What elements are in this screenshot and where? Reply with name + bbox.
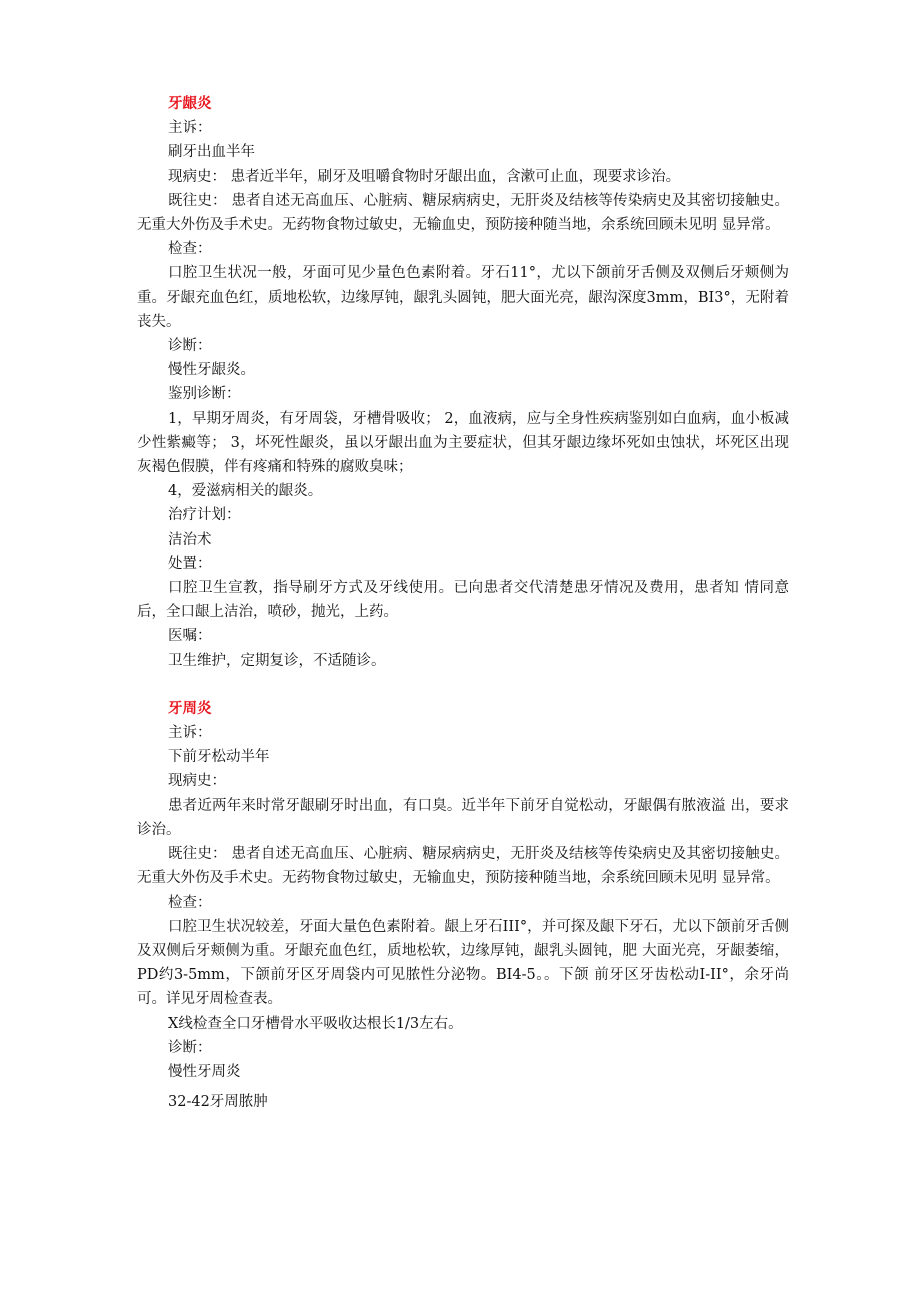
section-spacer — [137, 673, 789, 697]
chief-complaint-label: 主诉： — [168, 725, 212, 742]
procedure-label: 处置： — [168, 555, 212, 572]
diagnosis-text: 慢性牙周炎 — [168, 1063, 241, 1080]
present-illness-paragraph: 患者近两年来时常牙龈刷牙时出血，有口臭。近半年下前牙自觉松动，牙龈偶有脓液溢 出，要求诊治。 — [137, 797, 789, 838]
present-illness-label: 现病史： — [168, 773, 226, 790]
treatment-plan-text: 洁治术 — [168, 531, 212, 548]
diagnosis-label: 诊断： — [168, 1039, 212, 1056]
treatment-plan-label: 治疗计划： — [168, 507, 241, 524]
diagnosis-label: 诊断： — [168, 338, 212, 355]
differential-diagnosis-item: 4，爱滋病相关的龈炎。 — [168, 483, 323, 500]
examination-label: 检查： — [168, 894, 212, 911]
chief-complaint-text: 下前牙松动半年 — [168, 749, 270, 766]
diagnosis-detail: 32-42牙周脓肿 — [168, 1094, 268, 1111]
doctor-advice-label: 医嘱： — [168, 628, 212, 645]
examination-paragraph: 口腔卫生状况一般，牙面可见少量色色素附着。牙石11°，尤以下颌前牙舌侧及双侧后牙颊侧为重。牙龈充血色红，质地松软，边缘厚钝，龈乳头圆钝，肥大面光亮，龈沟深度3mm，BI3°，无附着丧失。 — [137, 265, 789, 330]
document-body — [137, 92, 789, 1114]
section-gingivitis — [137, 92, 789, 673]
section-heading: 牙龈炎 — [168, 95, 212, 112]
chief-complaint-label: 主诉： — [168, 120, 212, 137]
present-illness-paragraph: 现病史： 患者近半年，刷牙及咀嚼食物时牙龈出血，含漱可止血，现要求诊治。 — [168, 168, 681, 185]
procedure-paragraph: 口腔卫生宣教，指导刷牙方式及牙线使用。已向患者交代清楚患牙情况及费用，患者知 情同意后，全口龈上洁治，喷砂，抛光，上药。 — [137, 580, 789, 621]
past-history-paragraph: 既往史： 患者自述无高血压、心脏病、糖尿病病史，无肝炎及结核等传染病史及其密切接触史。 无重大外伤及手术史。无药物食物过敏史，无输血史，预防接种随当地，余系统回顾未见明 显异常。 — [137, 846, 789, 887]
examination-paragraph: 口腔卫生状况较差，牙面大量色色素附着。龈上牙石III°，并可探及龈下牙石，尤以下颌前牙舌侧及双侧后牙颊侧为重。牙龈充血色红，质地松软，边缘厚钝，龈乳头圆钝，肥 大面光亮，牙龈萎缩，PD约3-5mm，下颌前牙区牙周袋内可见脓性分泌物。BI4-5。。下颌 前牙区牙齿松动I-II°，余牙尚可。详见牙周检查表。 — [137, 918, 789, 1008]
diagnosis-text: 慢性牙龈炎。 — [168, 362, 255, 379]
past-history-paragraph: 既往史： 患者自述无高血压、心脏病、糖尿病病史，无肝炎及结核等传染病史及其密切接触史。 无重大外伤及手术史。无药物食物过敏史，无输血史，预防接种随当地，余系统回顾未见明 显异常。 — [137, 192, 789, 234]
examination-label: 检查： — [168, 241, 212, 258]
chief-complaint-text: 刷牙出血半年 — [168, 144, 255, 161]
differential-diagnosis-label: 鉴别诊断： — [168, 386, 241, 403]
xray-paragraph: X线检查全口牙槽骨水平吸收达根长1/3左右。 — [168, 1015, 463, 1032]
section-heading: 牙周炎 — [168, 699, 212, 717]
differential-diagnosis-paragraph: 1，早期牙周炎，有牙周袋，牙槽骨吸收； 2，血液病，应与全身性疾病鉴别如白血病，血小板减少性紫癜等； 3，坏死性龈炎，虽以牙龈出血为主要症状，但其牙龈边缘坏死如虫蚀状，坏死区出现 灰褐色假膜，伴有疼痛和特殊的腐败臭味； — [137, 410, 789, 476]
section-periodontitis — [137, 697, 789, 1114]
doctor-advice-text: 卫生维护，定期复诊，不适随诊。 — [168, 652, 386, 669]
